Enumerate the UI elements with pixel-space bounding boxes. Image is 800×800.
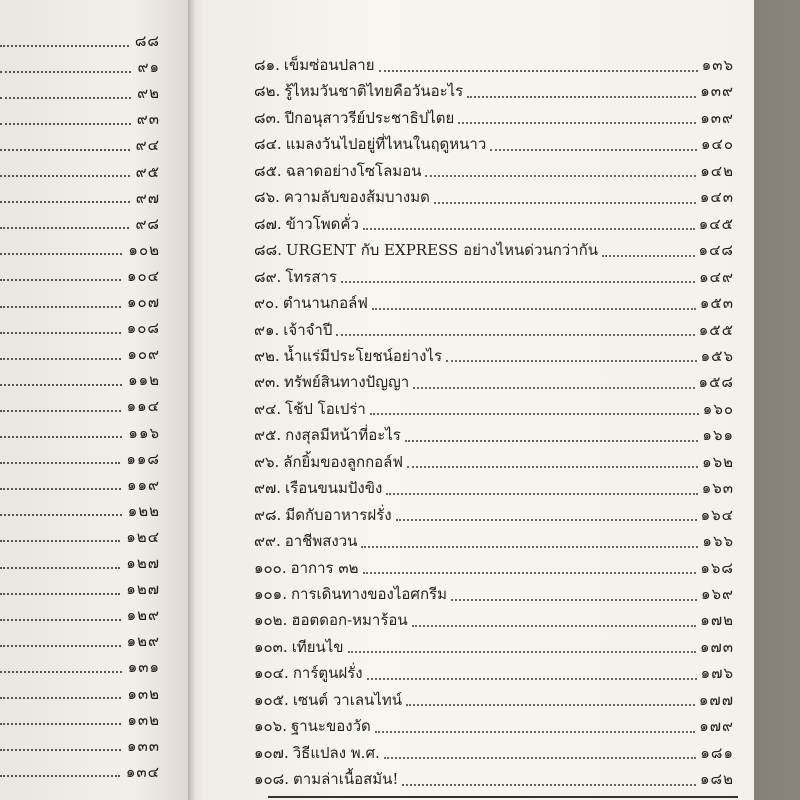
toc-entry-page: ๑๘๑: [700, 743, 734, 762]
toc-entry: [254, 529, 734, 553]
left-page-number-row: [0, 552, 160, 574]
toc-entry-page: ๑๔๒: [700, 161, 734, 180]
left-page-number-row: [0, 239, 160, 261]
toc-entry-title: ฮอตดอก-หมาร้อน: [291, 611, 408, 630]
toc-entry-number: ๘๕.: [254, 161, 282, 180]
toc-entry-page: ๑๗๗: [698, 690, 734, 709]
toc-entry-page: ๑๖๒: [702, 452, 734, 471]
toc-entry-page: ๑๖๑: [702, 426, 734, 445]
left-page-number-row: [0, 56, 160, 78]
page-number: ๑๒๔: [126, 527, 160, 546]
toc-entry-number: ๘๔.: [254, 135, 282, 154]
toc-entry-number: ๑๐๘.: [254, 770, 290, 789]
toc-entry-title: ความลับของส้มบางมด: [283, 188, 430, 207]
toc-entry-number: ๘๒.: [254, 82, 281, 101]
dot-leader: [348, 650, 696, 653]
left-page-number-row: [0, 161, 160, 183]
dot-leader: [0, 644, 121, 647]
page-number: ๑๐๔: [126, 266, 160, 285]
toc-entry-page: ๑๔๕: [698, 214, 734, 233]
toc-entry-title: อาการ ๓๒: [290, 558, 359, 577]
dot-leader: [341, 280, 695, 283]
toc-entry-page: ๑๖๘: [700, 558, 734, 577]
left-page-number-row: [0, 683, 160, 705]
toc-entry-title: เทียนไข: [291, 637, 344, 656]
toc-entry-title: เจ้าจำปี: [283, 320, 333, 339]
toc-entry: [254, 476, 734, 500]
toc-entry: [254, 635, 734, 659]
dot-leader: [0, 409, 121, 412]
toc-entry: [254, 397, 734, 421]
page-number: ๑๐๙: [127, 345, 160, 364]
toc-entry-title: กงสุลมีหน้าที่อะไร: [285, 426, 401, 445]
left-page-number-row: [0, 422, 160, 444]
dot-leader: [0, 200, 130, 203]
toc-entry: [254, 661, 734, 685]
toc-entry-number: ๑๐๒.: [254, 611, 288, 630]
page-number: ๑๓๑: [127, 658, 160, 677]
book-spine: [188, 0, 206, 800]
left-page-number-row: [0, 630, 160, 652]
left-page-number-row: [0, 500, 160, 522]
toc-entry-number: ๙๐.: [254, 294, 279, 313]
dot-leader: [0, 461, 120, 464]
toc-entry-title: มีดกับอาหารฝรั่ง: [285, 505, 392, 524]
toc-entry-page: ๑๕๓: [699, 294, 734, 313]
left-page-number-row: [0, 448, 160, 470]
page-number: ๑๓๒: [127, 684, 160, 703]
dot-leader: [402, 783, 696, 786]
toc-entry-title: วิธีแปลง พ.ศ.: [292, 743, 380, 762]
page-number: ๙๘: [135, 214, 160, 233]
toc-entry-number: ๘๗.: [254, 214, 282, 233]
toc-entry-number: ๙๒.: [254, 346, 280, 365]
page-number: ๑๐๗: [127, 293, 160, 311]
page-number: ๑๒๗: [126, 554, 160, 572]
dot-leader: [384, 756, 697, 759]
bottom-rule: [268, 796, 738, 798]
dot-leader: [0, 592, 120, 595]
dot-leader: [0, 44, 129, 47]
toc-entry: [254, 132, 734, 156]
toc-entry: [254, 370, 734, 394]
toc-entry-number: ๙๙.: [254, 532, 281, 551]
left-page-number-row: [0, 604, 160, 626]
toc-entry: [254, 767, 734, 791]
dot-leader: [0, 305, 121, 308]
toc-entry: [254, 238, 734, 262]
dot-leader: [386, 492, 697, 495]
dot-leader: [375, 730, 695, 733]
left-page-number-row: [0, 709, 160, 731]
toc-entry-number: ๑๐๗.: [254, 743, 289, 762]
dot-leader: [0, 252, 122, 255]
toc-entry-title: แมลงวันไปอยู่ที่ไหนในฤดูหนาว: [285, 135, 487, 154]
left-page-number-row: [0, 761, 160, 783]
toc-entry-number: ๘๓.: [254, 108, 281, 127]
toc-entry-title: โช้ป โอเปร่า: [285, 399, 366, 418]
toc-entry-title: การเดินทางของไอศกรีม: [290, 585, 447, 603]
toc-entry-title: รู้ไหมวันชาติไทยคือวันอะไร: [284, 82, 464, 101]
dot-leader: [0, 539, 120, 542]
page-number: ๑๓๔: [125, 762, 160, 781]
toc-entry: [254, 291, 734, 315]
toc-entry-number: ๙๓.: [254, 373, 281, 392]
dot-leader: [363, 227, 695, 230]
left-page-number-row: [0, 474, 160, 496]
toc-entry-page: ๑๗๒: [700, 611, 734, 630]
dot-leader: [0, 122, 131, 125]
toc-entry-page: ๑๘๒: [700, 770, 734, 789]
toc-entry-number: ๙๔.: [254, 399, 282, 418]
toc-entry-page: ๑๔๙: [699, 267, 734, 286]
toc-entry-page: ๑๗๖: [700, 664, 734, 683]
page-number: ๑๑๒: [128, 371, 160, 390]
toc-entry: [254, 503, 734, 527]
page-number: ๑๓๓: [126, 736, 160, 755]
dot-leader: [0, 278, 121, 281]
page-number: ๑๐๘: [126, 319, 160, 338]
toc-entry-number: ๙๘.: [254, 505, 282, 524]
dot-leader: [0, 487, 121, 490]
page-number: ๑๐๒: [128, 240, 160, 259]
dot-leader: [0, 566, 120, 569]
toc-entry-page: ๑๕๘: [698, 373, 734, 392]
dot-leader: [490, 148, 697, 151]
dot-leader: [0, 383, 122, 386]
toc-entry: [254, 79, 734, 103]
dot-leader: [0, 696, 121, 699]
toc-entry-title: การ์ตูนฝรั่ง: [292, 664, 363, 683]
dot-leader: [379, 69, 698, 72]
toc-entry: [254, 714, 734, 738]
right-page: [206, 0, 754, 800]
toc-entry-number: ๙๕.: [254, 426, 282, 445]
left-page-number-row: [0, 735, 160, 757]
page-number: ๑๒๙: [126, 632, 160, 651]
page-number: ๙๗: [135, 188, 160, 207]
dot-leader: [413, 386, 694, 389]
toc-entry-title: ตามล่าเนื้อสมัน!: [293, 770, 399, 789]
toc-entry-title: ข้าวโพดคั่ว: [285, 214, 359, 233]
toc-entry-page: ๑๕๕: [698, 320, 734, 339]
page-number: ๑๑๖: [128, 423, 160, 442]
toc-entry-title: โทรสาร: [285, 267, 337, 286]
dot-leader: [0, 618, 121, 621]
dot-leader: [467, 95, 696, 98]
page-number: ๙๕: [135, 162, 160, 181]
page-number: ๑๒๙: [126, 606, 160, 625]
toc-entry-page: ๑๖๙: [700, 585, 734, 603]
toc-entry-number: ๘๘.: [254, 241, 282, 260]
dot-leader: [434, 201, 696, 204]
dot-leader: [0, 513, 122, 516]
left-page-number-row: [0, 30, 160, 52]
dot-leader: [0, 748, 121, 751]
toc-entry-page: ๑๕๖: [700, 346, 734, 365]
dot-leader: [446, 359, 697, 362]
page-number: ๙๒: [137, 84, 160, 103]
toc-entry-page: ๑๓๙: [700, 82, 734, 101]
toc-entry: [254, 582, 734, 606]
toc-entry-number: ๘๑.: [254, 56, 280, 74]
toc-entry-page: ๑๗๓: [699, 637, 734, 656]
dot-leader: [602, 254, 695, 257]
toc-entry: [254, 556, 734, 580]
toc-entry: [254, 53, 734, 77]
toc-entry: [254, 212, 734, 236]
dot-leader: [367, 677, 697, 680]
dot-leader: [396, 518, 697, 521]
toc-entry-number: ๘๖.: [254, 188, 280, 207]
toc-entry-title: ตำนานกอล์ฟ: [282, 294, 368, 313]
toc-entry-page: ๑๔๓: [699, 188, 734, 207]
toc-entry-number: ๑๐๔.: [254, 664, 289, 683]
dot-leader: [407, 465, 698, 468]
toc-entry: [254, 344, 734, 368]
toc-entry: [254, 688, 734, 712]
dot-leader: [0, 174, 130, 177]
dot-leader: [425, 174, 696, 177]
page-number: ๑๒๗: [126, 580, 160, 599]
dot-leader: [0, 357, 121, 360]
page-number: ๙๑: [137, 58, 160, 77]
toc-entry: [254, 185, 734, 209]
toc-entry-number: ๑๐๐.: [254, 558, 287, 577]
toc-entry: [254, 741, 734, 765]
left-page-number-row: [0, 578, 160, 600]
dot-leader: [412, 624, 697, 627]
dot-leader: [0, 435, 122, 438]
toc-entry-page: ๑๓๙: [700, 108, 734, 127]
toc-entry-number: ๘๙.: [254, 267, 282, 286]
toc-entry-number: ๑๐๖.: [254, 717, 287, 736]
toc-entry-title: URGENT กับ EXPRESS อย่างไหนด่วนกว่ากัน: [285, 241, 598, 260]
page-number: ๙๔: [135, 136, 160, 155]
toc-entry-page: ๑๓๖: [701, 56, 734, 74]
toc-entry-number: ๑๐๓.: [254, 637, 288, 656]
left-page: [0, 0, 189, 800]
toc-entry-title: ทรัพย์สินทางปัญญา: [284, 373, 410, 392]
toc-entry-page: ๑๖๓: [701, 479, 734, 498]
dot-leader: [0, 96, 131, 99]
dot-leader: [406, 703, 695, 706]
dot-leader: [0, 331, 121, 334]
left-page-number-row: [0, 187, 160, 209]
dot-leader: [0, 70, 131, 73]
left-page-number-row: [0, 108, 160, 130]
toc-entry: [254, 159, 734, 183]
page-number: ๑๑๙: [126, 475, 160, 494]
dot-leader: [372, 307, 696, 310]
dot-leader: [451, 598, 697, 601]
left-page-number-row: [0, 395, 160, 417]
toc-entry-number: ๑๐๕.: [254, 690, 289, 709]
toc-entry: [254, 106, 734, 130]
left-page-number-row: [0, 213, 160, 235]
toc-entry-title: ปีกอนุสาวรีย์ประชาธิปไตย: [284, 108, 455, 127]
toc-entry-title: เซนต์ วาเลนไทน์: [292, 690, 402, 709]
dot-leader: [0, 774, 120, 777]
toc-entry-title: ฉลาดอย่างโซโลมอน: [285, 161, 422, 180]
toc-entry-title: ฐานะของวัด: [290, 717, 371, 736]
left-page-number-row: [0, 526, 160, 548]
dot-leader: [458, 121, 696, 124]
toc-entry-title: เรือนขนมปังขิง: [285, 479, 383, 498]
toc-entry-page: ๑๔๐: [700, 135, 734, 154]
dot-leader: [336, 333, 694, 336]
toc-entry: [254, 265, 734, 289]
toc-entry-page: ๑๖๔: [700, 505, 734, 524]
dot-leader: [370, 412, 699, 415]
dot-leader: [361, 545, 698, 548]
page-number: ๑๒๒: [127, 501, 160, 520]
dot-leader: [363, 571, 697, 574]
left-page-number-row: [0, 82, 160, 104]
toc-entry-number: ๑๐๑.: [254, 585, 287, 603]
toc-entry: [254, 423, 734, 447]
left-page-number-row: [0, 134, 160, 156]
toc-entry: [254, 318, 734, 342]
toc-entry-title: น้ำแร่มีประโยชน์อย่างไร: [283, 346, 443, 365]
dot-leader: [0, 226, 129, 229]
dot-leader: [0, 722, 121, 725]
dot-leader: [0, 148, 130, 151]
toc-entry-title: ลักยิ้มของลูกกอล์ฟ: [283, 452, 403, 471]
toc-entry: [254, 608, 734, 632]
toc-entry-title: อาชีพสงวน: [284, 532, 358, 551]
left-page-number-row: [0, 291, 160, 313]
page-number: ๙๓: [136, 110, 160, 129]
toc-entry-page: ๑๗๙: [699, 717, 734, 736]
toc-entry-title: เข็มซ่อนปลาย: [283, 56, 375, 74]
left-page-number-row: [0, 343, 160, 365]
page-number: ๑๑๔: [126, 397, 160, 416]
toc-entry-number: ๙๑.: [254, 320, 280, 339]
toc-entry-page: ๑๖๖: [702, 532, 734, 551]
toc-entry: [254, 450, 734, 474]
left-page-number-row: [0, 265, 160, 287]
toc-entry-page: ๑๔๘: [698, 241, 734, 260]
toc-entry-number: ๙๖.: [254, 452, 280, 471]
left-page-number-row: [0, 369, 160, 391]
toc-entry-page: ๑๖๐: [702, 399, 734, 418]
left-page-number-row: [0, 656, 160, 678]
page-number: ๑๑๘: [126, 449, 160, 468]
toc-entry-number: ๙๗.: [254, 479, 282, 498]
dot-leader: [0, 670, 122, 673]
page-number: ๘๘: [134, 32, 160, 50]
left-page-number-row: [0, 317, 160, 339]
dot-leader: [405, 439, 699, 442]
page-number: ๑๓๒: [127, 710, 160, 729]
